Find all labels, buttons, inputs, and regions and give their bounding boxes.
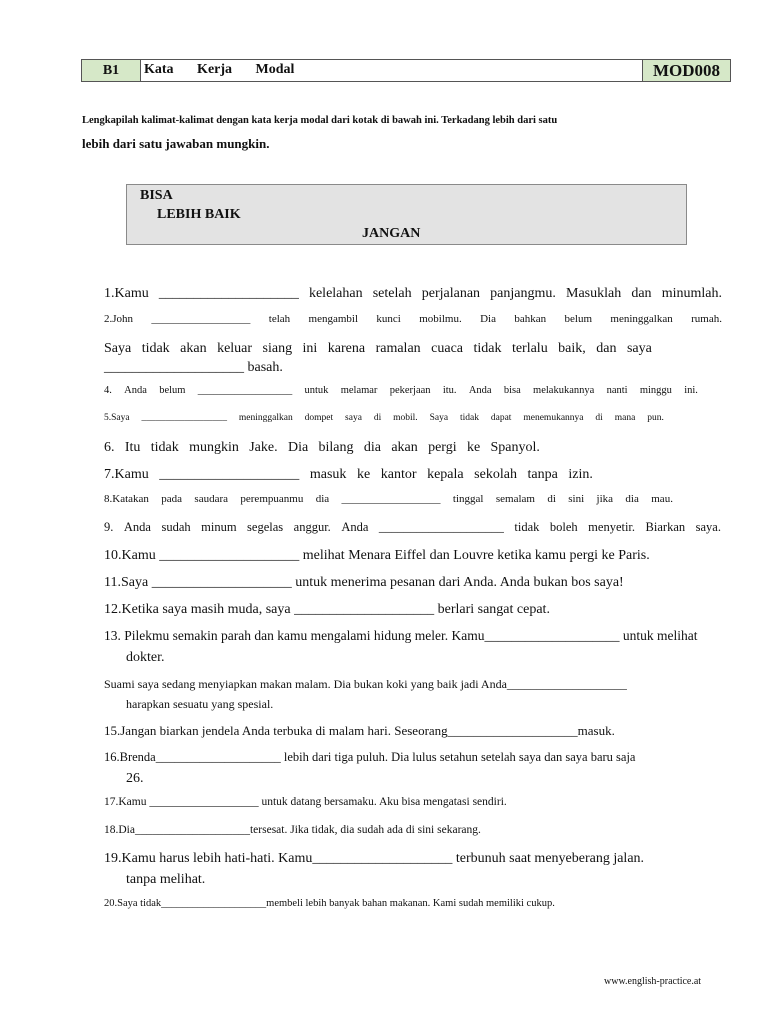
word: belum bbox=[159, 385, 186, 396]
word: kepala bbox=[427, 467, 464, 482]
word: meninggalkan bbox=[610, 313, 673, 325]
word: Dia bbox=[480, 313, 496, 325]
word: pun. bbox=[647, 413, 664, 423]
word: karena bbox=[327, 341, 366, 356]
word: Anda bbox=[468, 385, 492, 396]
word: ini. bbox=[684, 385, 698, 396]
word: Anda bbox=[341, 520, 369, 534]
word: dia bbox=[315, 493, 330, 505]
word: Anda bbox=[123, 520, 151, 534]
word: keluar bbox=[217, 341, 253, 356]
word: saya. bbox=[695, 520, 721, 534]
word: 4. bbox=[104, 385, 112, 396]
word: bilang bbox=[318, 440, 354, 455]
word: Saya bbox=[429, 413, 449, 423]
word: boleh bbox=[549, 520, 578, 534]
word: melamar bbox=[340, 385, 378, 396]
word: pada bbox=[161, 493, 183, 505]
word: menyetir. bbox=[588, 520, 636, 534]
word: di bbox=[595, 413, 603, 423]
word: dia bbox=[363, 440, 381, 455]
word: anggur. bbox=[293, 520, 331, 534]
exercise-item bbox=[104, 467, 593, 483]
word: mau. bbox=[651, 493, 673, 505]
word: Masuklah bbox=[566, 286, 622, 301]
instruction-line-2: lebih dari satu jawaban mungkin. bbox=[82, 136, 270, 151]
word: baik, bbox=[558, 341, 586, 356]
word: belum bbox=[564, 313, 593, 325]
word: minggu bbox=[639, 385, 672, 396]
word: mobilmu. bbox=[419, 313, 462, 325]
worksheet-title: Kata Kerja Modal bbox=[144, 62, 295, 77]
word: akan bbox=[391, 440, 418, 455]
word: dompet bbox=[304, 413, 334, 423]
word: ____________________ bbox=[159, 467, 300, 482]
word: semalam bbox=[495, 493, 535, 505]
exercise-item: 12.Ketika saya masih muda, saya ____________________ berlari sangat cepat. bbox=[104, 602, 550, 617]
word: masuk bbox=[309, 467, 347, 482]
exercise-item bbox=[104, 440, 540, 456]
exercise-item: 16.Brenda____________________ lebih dari tiga puluh. Dia lulus setahun setelah saya dan saya baru saja bbox=[104, 750, 636, 764]
exercise-item: 17.Kamu ___________________ untuk datang bersamaku. Aku bisa mengatasi sendiri. bbox=[104, 796, 507, 808]
word: sudah bbox=[161, 520, 191, 534]
exercise-item bbox=[104, 341, 652, 357]
exercise-item bbox=[104, 385, 698, 396]
exercise-item: ____________________ basah. bbox=[104, 360, 283, 375]
word: __________________ bbox=[341, 493, 441, 505]
word: itu. bbox=[442, 385, 457, 396]
exercise-item: 19.Kamu harus lebih hati-hati. Kamu____________________ terbunuh saat menyeberang jalan. bbox=[104, 851, 645, 866]
word-bisa: BISA bbox=[140, 188, 173, 203]
word: pekerjaan bbox=[389, 385, 431, 396]
word: Anda bbox=[124, 385, 147, 396]
word: ____________________ bbox=[158, 286, 299, 301]
word: akan bbox=[180, 341, 207, 356]
exercise-item: 11.Saya ____________________ untuk menerima pesanan dari Anda. Anda bukan bos saya! bbox=[104, 575, 624, 590]
exercise-item: Suami saya sedang menyiapkan makan malam. Dia bukan koki yang baik jadi Anda____________________ bbox=[104, 677, 627, 691]
word: Dia bbox=[287, 440, 309, 455]
exercise-item: 10.Kamu ____________________ melihat Menara Eiffel dan Louvre ketika kamu pergi ke Paris. bbox=[104, 548, 650, 563]
exercise-item bbox=[104, 520, 721, 535]
word: tanpa bbox=[527, 467, 558, 482]
word: tidak bbox=[514, 520, 540, 534]
word: __________________ bbox=[141, 413, 227, 423]
word: di bbox=[547, 493, 556, 505]
word: saudara bbox=[194, 493, 229, 505]
word: __________________ bbox=[197, 385, 293, 396]
word: dia bbox=[625, 493, 639, 505]
word: bahkan bbox=[514, 313, 547, 325]
word: 2.John bbox=[104, 313, 134, 325]
exercise-item: harapkan sesuatu yang spesial. bbox=[126, 697, 274, 711]
word: ke bbox=[356, 467, 371, 482]
word: tidak bbox=[473, 341, 502, 356]
exercise-item: dokter. bbox=[126, 650, 165, 665]
word: kunci bbox=[376, 313, 401, 325]
word: jika bbox=[596, 493, 614, 505]
exercise-item bbox=[104, 313, 722, 325]
word: saya bbox=[345, 413, 362, 423]
word: sekolah bbox=[474, 467, 517, 482]
word: saya bbox=[626, 341, 652, 356]
word: Spanyol. bbox=[490, 440, 540, 455]
word: setelah bbox=[372, 286, 412, 301]
word: ke bbox=[466, 440, 481, 455]
word: cuaca bbox=[431, 341, 463, 356]
footer-url: www.english-practice.at bbox=[604, 976, 702, 987]
word: kantor bbox=[380, 467, 417, 482]
exercise-item bbox=[104, 286, 722, 302]
word: pergi bbox=[428, 440, 457, 455]
word: tidak bbox=[150, 440, 179, 455]
word: 8.Katakan bbox=[104, 493, 149, 505]
exercise-item: 18.Dia____________________tersesat. Jika tidak, dia sudah ada di sini sekarang. bbox=[104, 824, 481, 836]
word: dan bbox=[631, 286, 652, 301]
word-jangan: JANGAN bbox=[362, 226, 421, 241]
word: izin. bbox=[568, 467, 593, 482]
header-bar bbox=[81, 59, 731, 82]
word: panjangmu. bbox=[490, 286, 556, 301]
word: melakukannya bbox=[533, 385, 595, 396]
word: di bbox=[373, 413, 382, 423]
word: untuk bbox=[304, 385, 329, 396]
word: Biarkan bbox=[645, 520, 686, 534]
word: dapat bbox=[490, 413, 512, 423]
word: minumlah. bbox=[661, 286, 722, 301]
word: sini bbox=[568, 493, 585, 505]
word: minum bbox=[201, 520, 237, 534]
exercise-item: 13. Pilekmu semakin parah dan kamu mengalami hidung meler. Kamu____________________ untuk melihat bbox=[104, 628, 698, 643]
word: menemukannya bbox=[523, 413, 584, 423]
word: Itu bbox=[124, 440, 141, 455]
word: ini bbox=[302, 341, 318, 356]
word: rumah. bbox=[691, 313, 722, 325]
word: telah bbox=[268, 313, 291, 325]
word: perjalanan bbox=[421, 286, 481, 301]
exercise-item: tanpa melihat. bbox=[126, 872, 206, 887]
word: 1.Kamu bbox=[104, 286, 149, 301]
word: terlalu bbox=[511, 341, 548, 356]
word: ramalan bbox=[375, 341, 421, 356]
word: mungkin bbox=[189, 440, 239, 455]
word: ____________________ bbox=[378, 520, 504, 534]
word: tidak bbox=[141, 341, 170, 356]
word: 6. bbox=[104, 440, 115, 455]
word: 7.Kamu bbox=[104, 467, 149, 482]
word: segelas bbox=[247, 520, 284, 534]
level-badge: B1 bbox=[82, 60, 141, 81]
exercise-item: 26. bbox=[126, 771, 144, 786]
word: mobil. bbox=[393, 413, 418, 423]
word: 5.Saya bbox=[104, 413, 130, 423]
exercise-item bbox=[104, 493, 673, 505]
word: perempuanmu bbox=[240, 493, 304, 505]
word: nanti bbox=[606, 385, 628, 396]
word: tinggal bbox=[452, 493, 484, 505]
word: mengambil bbox=[308, 313, 359, 325]
worksheet-code: MOD008 bbox=[642, 60, 730, 81]
word: meninggalkan bbox=[238, 413, 293, 423]
exercise-item: 15.Jangan biarkan jendela Anda terbuka di malam hari. Seseorang____________________masuk. bbox=[104, 723, 615, 738]
word: Jake. bbox=[249, 440, 278, 455]
word: tidak bbox=[459, 413, 479, 423]
word: Saya bbox=[104, 341, 132, 356]
word: kelelahan bbox=[308, 286, 363, 301]
word: __________________ bbox=[151, 313, 251, 325]
exercise-item: 20.Saya tidak____________________membeli lebih banyak bahan makanan. Kami sudah memiliki cukup. bbox=[104, 898, 555, 909]
word: siang bbox=[262, 341, 293, 356]
word: dan bbox=[596, 341, 617, 356]
word-box bbox=[126, 184, 687, 245]
exercise-item bbox=[104, 413, 664, 423]
word: bisa bbox=[503, 385, 521, 396]
word-lebih-baik: LEBIH BAIK bbox=[157, 207, 241, 222]
word: 9. bbox=[104, 520, 114, 534]
instruction-line-1: Lengkapilah kalimat-kalimat dengan kata kerja modal dari kotak di bawah ini. Terkadang lebih dari satu bbox=[82, 115, 558, 126]
word: mana bbox=[614, 413, 636, 423]
